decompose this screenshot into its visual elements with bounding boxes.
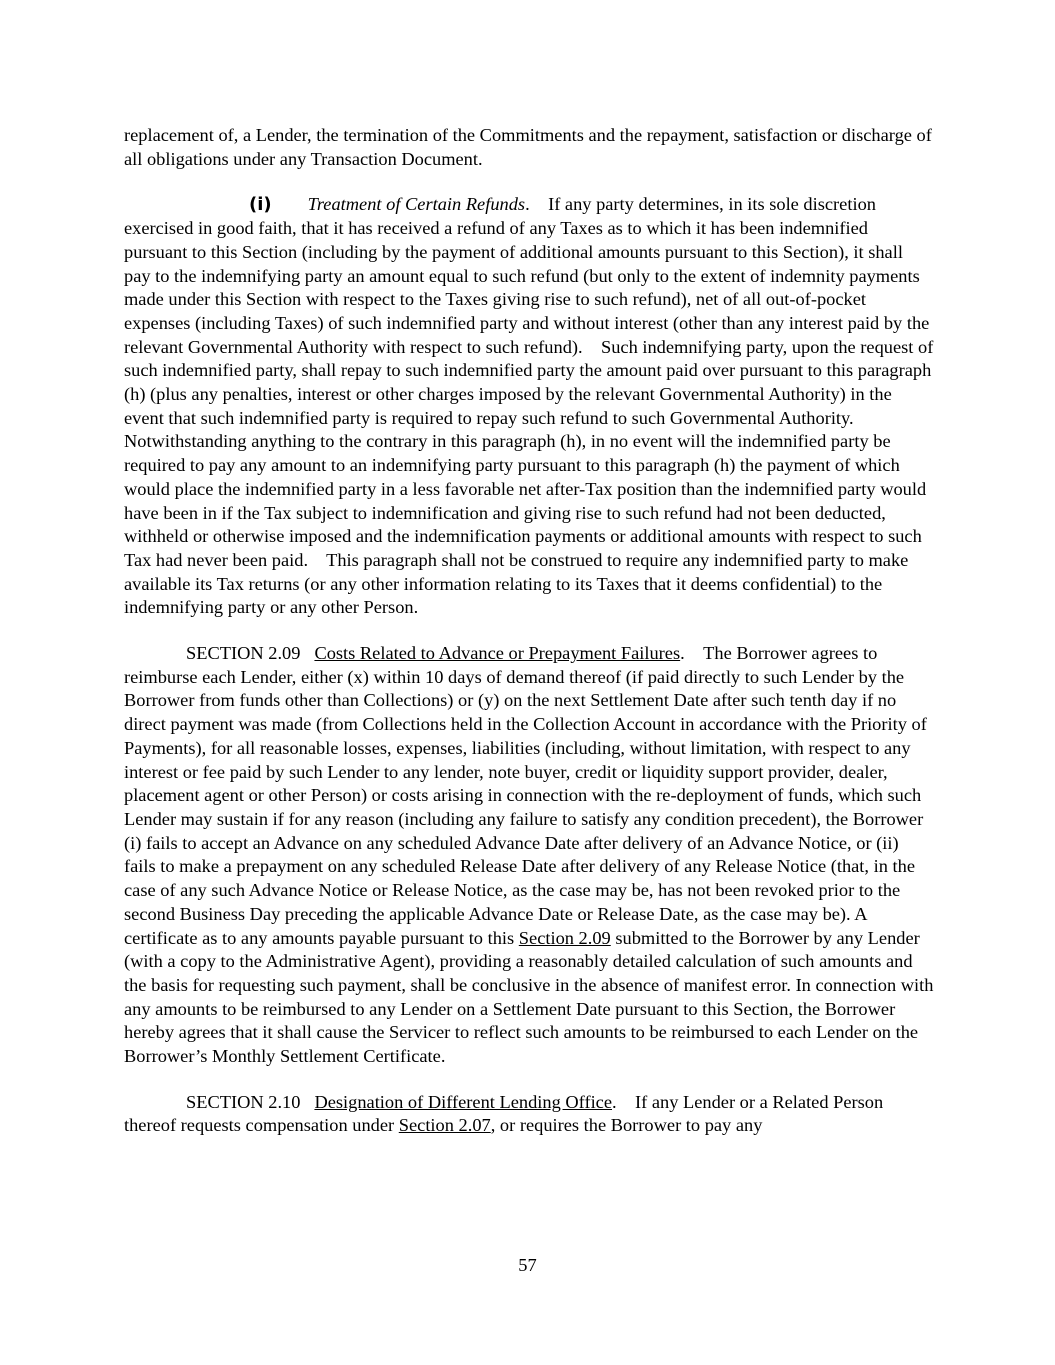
section-2-09-cross-reference: Section 2.09 <box>518 927 611 948</box>
document-page <box>124 124 938 1138</box>
section-2-09-title-punct: . <box>680 643 685 664</box>
paragraph-i-title-punct: . <box>525 194 530 215</box>
section-2-10-number: SECTION 2.10 <box>186 1091 301 1112</box>
section-2-09 <box>124 642 934 1069</box>
continuation-paragraph <box>124 124 934 171</box>
paragraph-gap <box>124 171 934 193</box>
paragraph-i-label: (i) <box>249 194 272 216</box>
page-number: 57 <box>518 1255 537 1275</box>
section-2-09-body-part1: The Borrower agrees to reimburse each Lender, either (x) within 10 days of demand thereof (if paid directly to such Lender by the Borrower from funds other than Collections) or (y) on the next Settlement Date after such tenth day if no direct payment was made (from Collections held in the Collection Account in accordance with the Priority of Payments), for all reasonable losses, expenses, liabilities (including, without limitation, with respect to any interest or fee paid by such Lender to any lender, note buyer, credit or liquidity support provider, dealer, placement agent or other Person) or costs arising in connection with the re-deployment of funds, which such Lender may sustain if for any reason (including any failure to satisfy any condition precedent), the Borrower (i) fails to accept an Advance on any scheduled Advance Date after delivery of an Advance Notice, or (ii) fails to make a prepayment on any scheduled Release Date after delivery of any Release Notice (that, in the case of any such Advance Notice or Release Notice, as the case may be, has not been revoked prior to the second Business Day preceding the applicable Advance Date or Release Date, as the case may be). A certificate as to any amounts payable pursuant to this <box>124 643 927 948</box>
paragraph-gap <box>124 1069 934 1091</box>
section-2-09-number: SECTION 2.09 <box>186 643 301 664</box>
section-2-10-cross-reference: Section 2.07 <box>398 1115 491 1136</box>
section-2-09-title: Costs Related to Advance or Prepayment Failures <box>314 643 681 664</box>
continuation-text: replacement of, a Lender, the termination of the Commitments and the repayment, satisfaction or discharge of all obligations under any Transaction Document. <box>124 125 932 169</box>
section-2-09-body-part2: submitted to the Borrower by any Lender (with a copy to the Administrative Agent), providing a reasonably detailed calculation of such amounts and the basis for requesting such payment, shall be conclusive in the absence of manifest error. In connection with any amounts to be reimbursed to any Lender on a Settlement Date pursuant to this Section, the Borrower hereby agrees that it shall cause the Servicer to reflect such amounts to be reimbursed to each Lender on the Borrower’s Monthly Settlement Certificate. <box>124 927 934 1067</box>
paragraph-i <box>124 193 938 620</box>
section-2-10-body-part1: If any Lender or a Related Person thereof requests compensation under <box>124 1091 884 1136</box>
section-2-10-title-punct: . <box>612 1091 617 1112</box>
section-2-10-title: Designation of Different Lending Office <box>314 1091 613 1112</box>
paragraph-gap <box>124 620 934 642</box>
section-2-10 <box>124 1091 934 1138</box>
paragraph-i-title: Treatment of Certain Refunds <box>307 194 526 215</box>
paragraph-i-body: If any party determines, in its sole discretion exercised in good faith, that it has received a refund of any Taxes as to which it has been indemnified pursuant to this Section (including by the payment of additional amounts pursuant to this Section), it shall pay to the indemnifying party an amount equal to such refund (but only to the extent of indemnity payments made under this Section with respect to the Taxes giving rise to such refund), net of all out-of-pocket expenses (including Taxes) of such indemnified party and without interest (other than any interest paid by the relevant Governmental Authority with respect to such refund). Such indemnifying party, upon the request of such indemnified party, shall repay to such indemnified party the amount paid over pursuant to this paragraph (h) (plus any penalties, interest or other charges imposed by the relevant Governmental Authority) in the event that such indemnified party is required to repay such refund to such Governmental Authority. Notwithstanding anything to the contrary in this paragraph (h), in no event will the indemnified party be required to pay any amount to an indemnifying party pursuant to this paragraph (h) the payment of which would place the indemnified party in a less favorable net after-Tax position than the indemnified party would have been in if the Tax subject to indemnification and giving rise to such refund had not been deducted, withheld or otherwise imposed and the indemnification payments or additional amounts with respect to such Tax had never been paid. This paragraph shall not be construed to require any indemnified party to make available its Tax returns (or any other information relating to its Taxes that it deems confidential) to the indemnifying party or any other Person. <box>124 194 938 618</box>
section-2-10-body-part2: , or requires the Borrower to pay any <box>490 1115 763 1136</box>
